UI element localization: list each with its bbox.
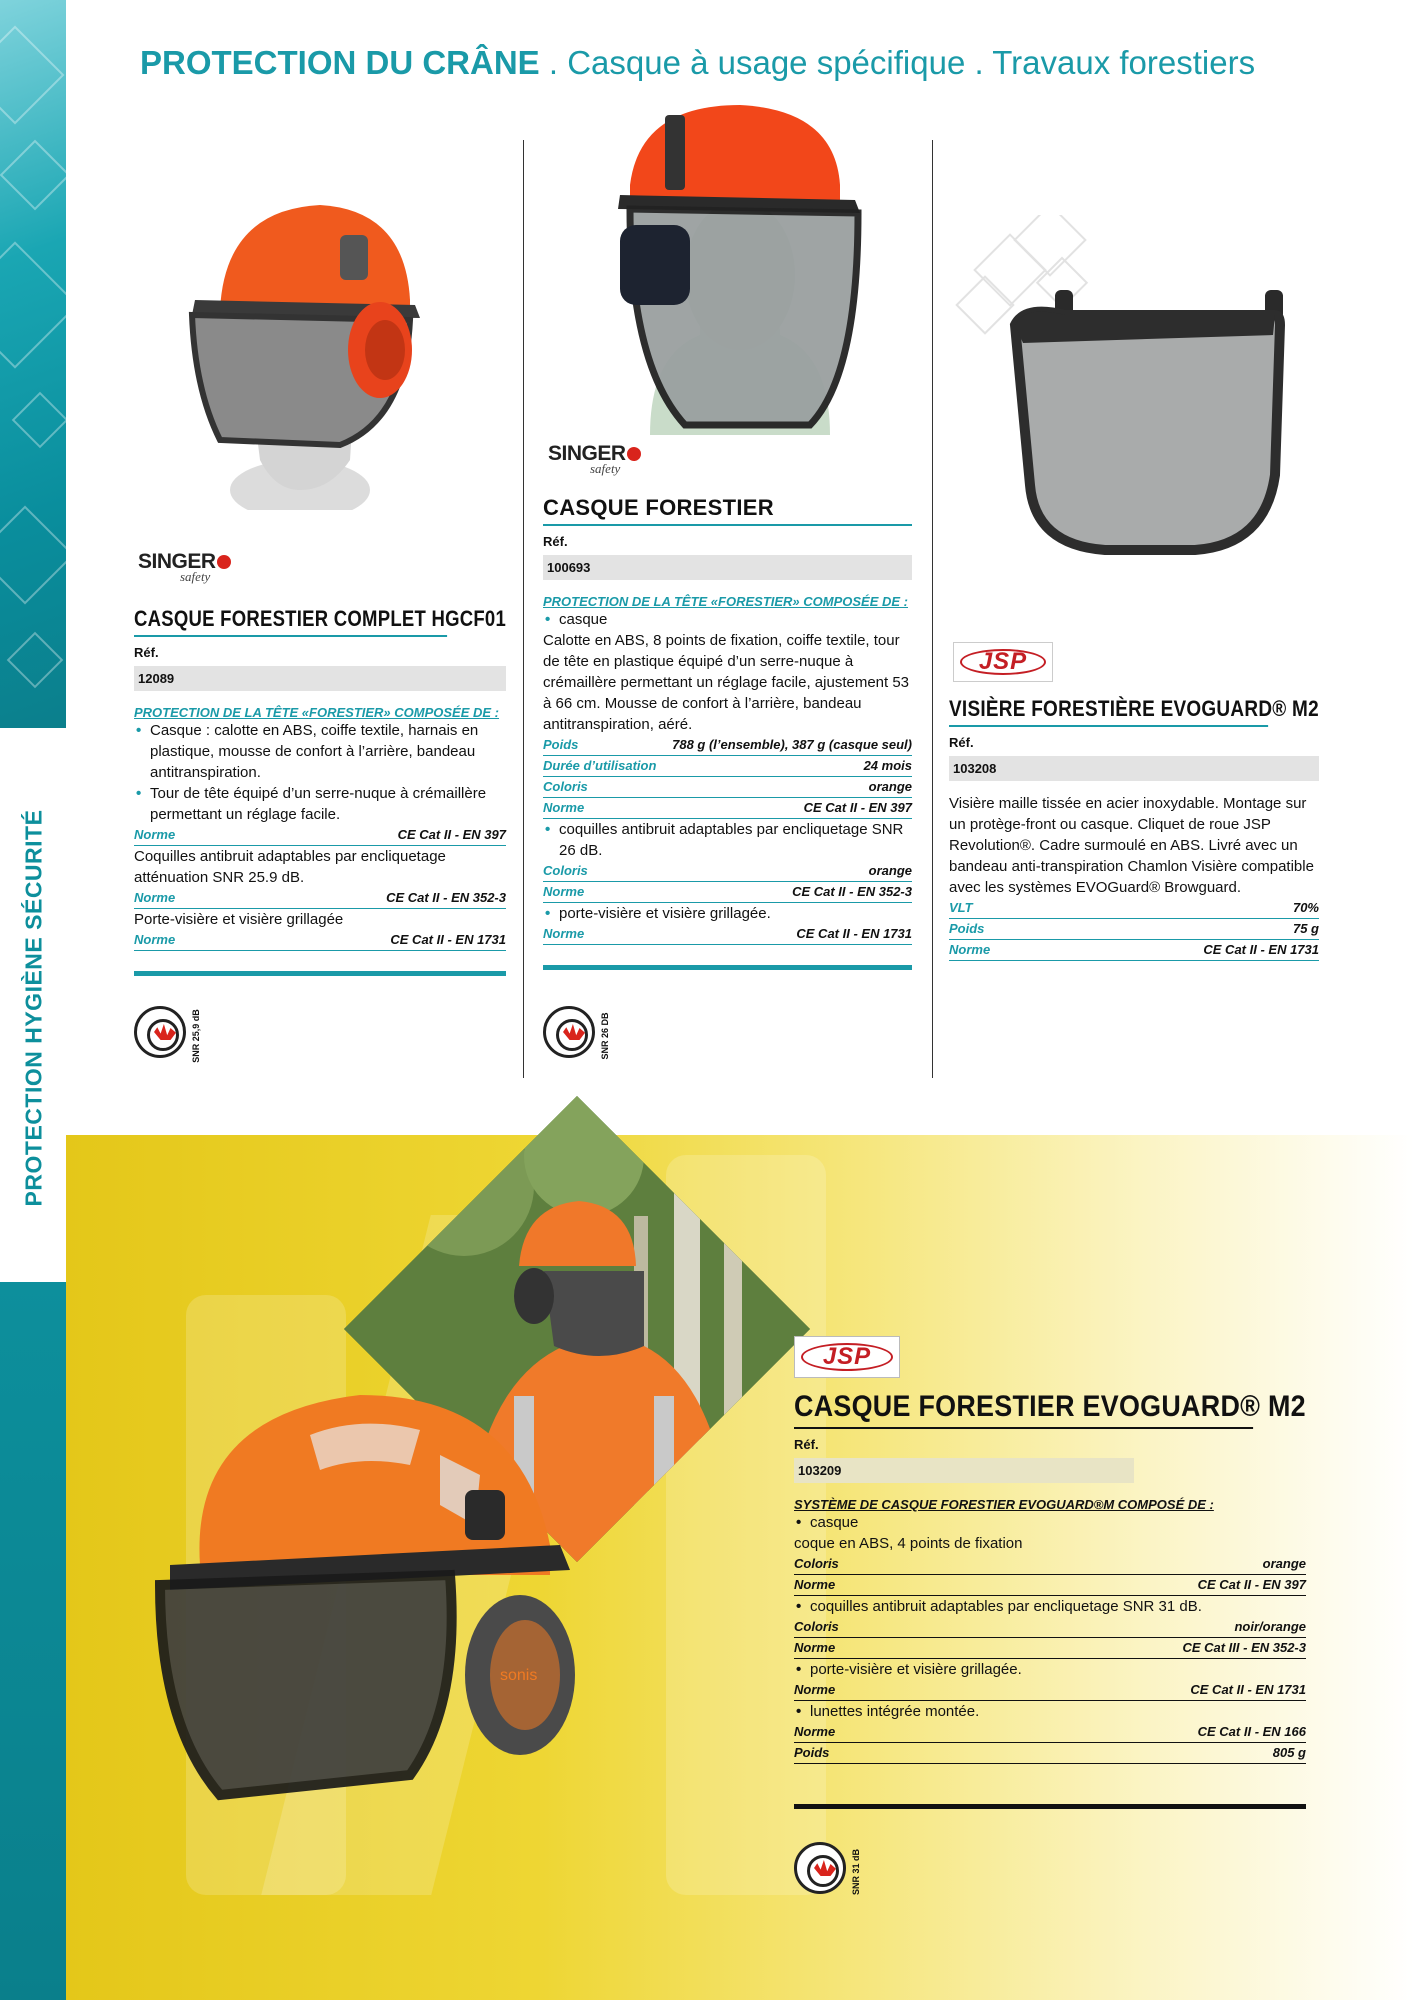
spec-row: Norme CE Cat II - EN 352-3: [543, 882, 912, 903]
spec-row: Norme CE Cat II - EN 397: [794, 1575, 1306, 1596]
product-title: CASQUE FORESTIER COMPLET HGCF01: [134, 606, 447, 637]
snr-noise-icon: SNR 26 DB: [543, 1006, 623, 1066]
spec-row: Norme CE Cat III - EN 352-3: [794, 1638, 1306, 1659]
feature-item: • coquilles antibruit adaptables par encliquetage SNR 31 dB.: [794, 1596, 1306, 1617]
section-heading: SYSTÈME DE CASQUE FORESTIER EVOGUARD®M COMPOSÉ DE :: [794, 1497, 1214, 1512]
spec-row: Norme CE Cat II - EN 397: [134, 825, 506, 846]
ref-value: 103208: [949, 756, 1319, 781]
ref-value: 12089: [134, 666, 506, 691]
spec-row: Norme CE Cat II - EN 1731: [134, 930, 506, 951]
visor-evoguard-image: [945, 215, 1295, 565]
ref-label: Réf.: [794, 1437, 819, 1452]
snr-noise-icon: SNR 25,9 dB: [134, 1006, 214, 1066]
ref-label: Réf.: [543, 534, 568, 549]
spec-row: Norme CE Cat II - EN 1731: [794, 1680, 1306, 1701]
feature-item: • Tour de tête équipé d’un serre-nuque à crémaillère permettant un réglage facile.: [134, 783, 506, 825]
feature-text: Coquilles antibruit adaptables par encliquetage atténuation SNR 25.9 dB.: [134, 848, 446, 886]
feature-item: • porte-visière et visière grillagée.: [794, 1659, 1306, 1680]
singer-logo: SINGER safety: [548, 442, 658, 482]
spec-row: Coloris orange: [543, 777, 912, 798]
spec-row: Norme CE Cat II - EN 166: [794, 1722, 1306, 1743]
spec-row: Norme CE Cat II - EN 352-3: [134, 888, 506, 909]
product-card-visor: [949, 696, 1319, 961]
feature-item: • Casque : calotte en ABS, coiffe textile, harnais en plastique, mousse de confort à l’arrière, bandeau antitranspiration.: [134, 720, 506, 783]
section-end-bar: [794, 1804, 1306, 1809]
side-pattern-top: [0, 0, 66, 728]
column-divider: [523, 140, 524, 1078]
product-title: CASQUE FORESTIER: [543, 495, 912, 526]
jsp-logo: JSP: [794, 1336, 900, 1378]
spec-row: Poids 805 g: [794, 1743, 1306, 1764]
product-title: VISIÈRE FORESTIÈRE EVOGUARD® M2: [949, 696, 1268, 727]
page-title: PROTECTION DU CRÂNE . Casque à usage spécifique . Travaux forestiers: [140, 44, 1256, 81]
section-end-bar: [134, 971, 506, 976]
side-section-label: PROTECTION HYGIÈNE SÉCURITÉ: [20, 809, 47, 1207]
singer-logo: SINGER safety: [138, 550, 248, 590]
spec-row: Norme CE Cat II - EN 397: [543, 798, 912, 819]
snr-noise-icon: SNR 31 dB: [794, 1842, 874, 1902]
product-title: CASQUE FORESTIER EVOGUARD® M2: [794, 1390, 1253, 1429]
spec-row: Poids 75 g: [949, 919, 1319, 940]
ref-label: Réf.: [134, 645, 159, 660]
product-card-forestier: [543, 495, 912, 970]
spec-row: Norme CE Cat II - EN 1731: [949, 940, 1319, 961]
muff-brand-text: sonis: [500, 1667, 538, 1684]
side-pattern-bottom: [0, 1282, 66, 2000]
feature-item: • lunettes intégrée montée.: [794, 1701, 1306, 1722]
feature-text: Porte-visière et visière grillagée: [134, 911, 344, 928]
ref-value: 103209: [794, 1458, 1134, 1483]
spec-row: Norme CE Cat II - EN 1731: [543, 924, 912, 945]
spec-row: VLT 70%: [949, 898, 1319, 919]
spec-row: Durée d’utilisation 24 mois: [543, 756, 912, 777]
section-heading: PROTECTION DE LA TÊTE «FORESTIER» COMPOSÉE DE :: [543, 594, 909, 609]
section-heading: PROTECTION DE LA TÊTE «FORESTIER» COMPOSÉE DE :: [134, 705, 500, 720]
jsp-logo: JSP: [953, 642, 1053, 682]
feature-item: • coquilles antibruit adaptables par encliquetage SNR 26 dB.: [543, 819, 912, 861]
feature-item: • porte-visière et visière grillagée.: [543, 903, 912, 924]
spec-row: Coloris orange: [794, 1554, 1306, 1575]
feature-item: • casque: [794, 1512, 1306, 1533]
feature-text: Calotte en ABS, 8 points de fixation, coiffe textile, tour de tête en plastique équipé d’un serre-nuque à crémaillère permettant un réglage facile, ajustement 53 à 66 cm. Mousse de confort à l’arrière, bandeau antitranspiration, aéré.: [543, 632, 910, 733]
spec-row: Coloris noir/orange: [794, 1617, 1306, 1638]
feature-text: coque en ABS, 4 points de fixation: [794, 1535, 1023, 1552]
feature-item: • casque: [543, 609, 912, 630]
evoguard-helmet-image: [130, 1375, 600, 1805]
helmet-hgcf01-image: [180, 190, 430, 510]
section-end-bar: [543, 965, 912, 970]
spec-row: Coloris orange: [543, 861, 912, 882]
ref-label: Réf.: [949, 735, 974, 750]
column-divider: [932, 140, 933, 1078]
ref-value: 100693: [543, 555, 912, 580]
helmet-forestier-image: [590, 105, 880, 435]
spec-row: Poids 788 g (l’ensemble), 387 g (casque seul): [543, 735, 912, 756]
featured-product-card: [794, 1390, 1306, 1809]
product-card-hgcf01: [134, 606, 506, 976]
description-text: Visière maille tissée en acier inoxydable. Montage sur un protège-front ou casque. Cliquet de roue JSP Revolution®. Cadre surmoulé en ABS. Livré avec un bandeau anti-transpiration Chamlon Visière compatible avec les systèmes EVOGuard® Browguard.: [949, 795, 1314, 896]
